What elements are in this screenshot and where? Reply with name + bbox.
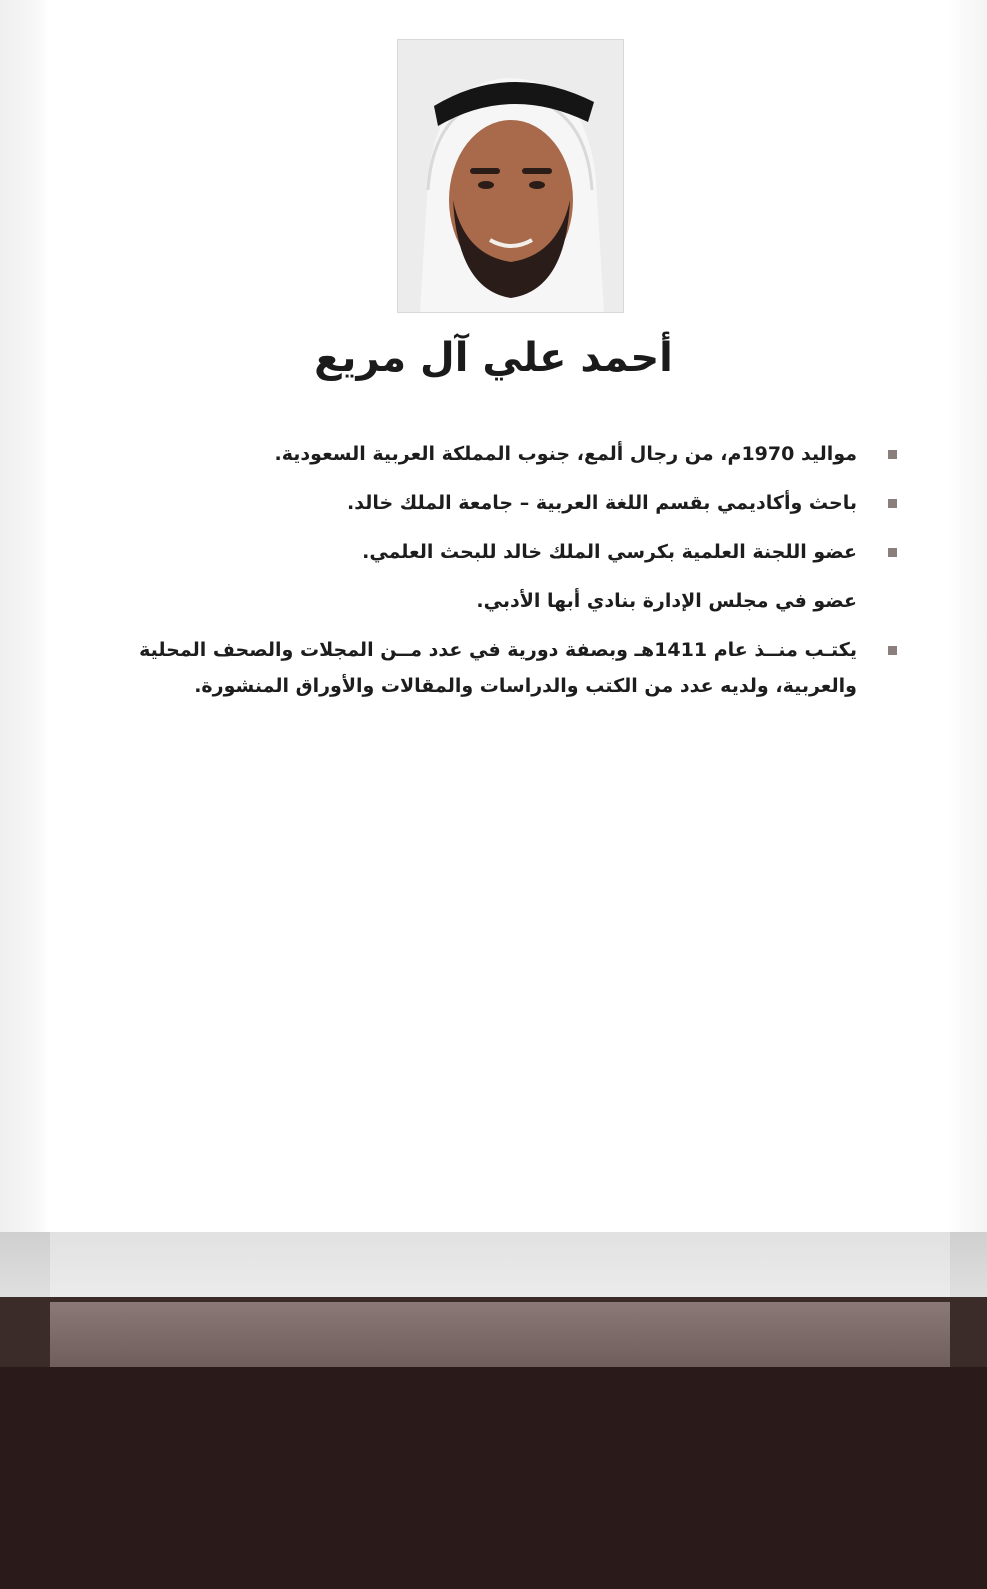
square-bullet-icon	[888, 548, 897, 557]
page-edge-right	[947, 0, 987, 1250]
page-edge-left	[0, 0, 50, 1250]
square-bullet-icon	[888, 646, 897, 655]
square-bullet-icon	[888, 499, 897, 508]
footer-band-grey-inner	[50, 1232, 950, 1307]
bio-item-text: عضو في مجلس الإدارة بنادي أبها الأدبي.	[476, 590, 857, 612]
footer-band-brown	[50, 1302, 950, 1367]
portrait-illustration	[398, 40, 623, 312]
square-bullet-icon	[888, 450, 897, 459]
bio-item	[97, 485, 897, 521]
bio-item	[97, 632, 897, 704]
bio-item	[97, 583, 897, 619]
author-photo	[398, 40, 623, 312]
bio-item-text: عضو اللجنة العلمية بكرسي الملك خالد للبحث العلمي.	[362, 541, 857, 563]
bio-item-text: باحث وأكاديمي بقسم اللغة العربية – جامعة الملك خالد.	[347, 492, 857, 514]
bio-item	[97, 436, 897, 472]
footer-band-dark	[0, 1367, 987, 1589]
bio-item-text: مواليد 1970م، من رجال ألمع، جنوب المملكة العربية السعودية.	[274, 443, 857, 465]
bio-item-text: يكتـب منــذ عام 1411هـ وبصفة دورية في عدد مــن المجلات والصحف المحلية والعربية، ولديه عدد من الكتب والدراسات والمقالات والأوراق المنشورة.	[139, 639, 857, 697]
author-bio-list	[97, 436, 897, 717]
author-name: أحمد علي آل مريع	[314, 335, 673, 381]
bio-item	[97, 534, 897, 570]
